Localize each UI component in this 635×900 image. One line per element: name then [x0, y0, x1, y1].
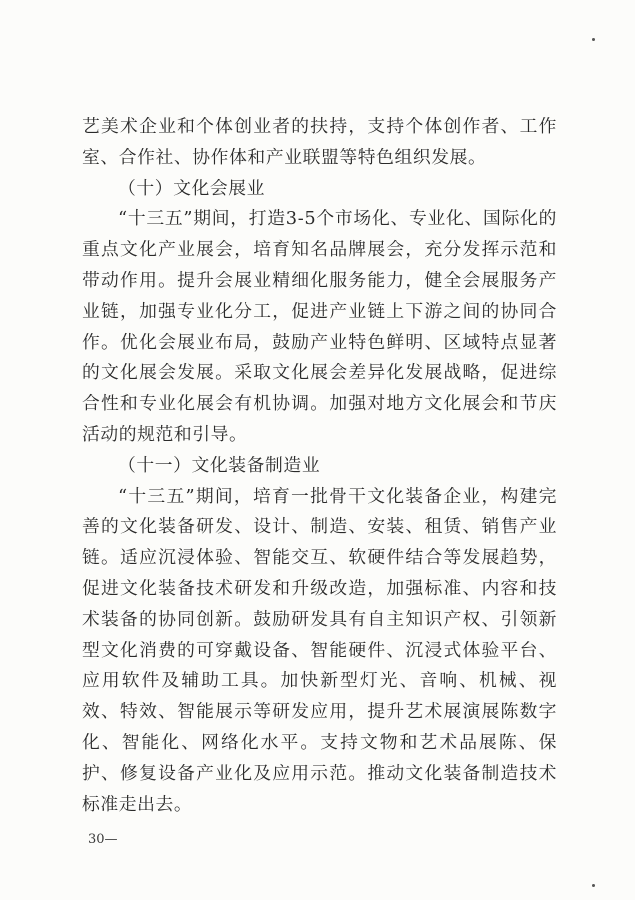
paragraph-exhibition: “十三五”期间，打造3-5个市场化、专业化、国际化的重点文化产业展会，培育知名品牌展会，充分发挥示范和带动作用。提升会展业精细化服务能力，健全会展服务产业链，加强专业化分工，促进产业链上下游之间的协同合作。优化会展业布局，鼓励产业特色鲜明、区域特点显著的文化展会发展。采取文化展会差异化发展战略，促进综合性和专业化展会有机协调。加强对地方文化展会和节庆活动的规范和引导。 [82, 208, 557, 445]
page-number: 30— [88, 832, 118, 847]
paragraph-equipment: “十三五”期间，培育一批骨干文化装备企业，构建完善的文化装备研发、设计、制造、安装、租赁、销售产业链。适应沉浸体验、智能交互、软硬件结合等发展趋势，促进文化装备技术研发和升级改造，加强标准、内容和技术装备的协同创新。鼓励研发具有自主知识产权、引领新型文化消费的可穿戴设备、智能硬件、沉浸式体验平台、应用软件及辅助工具。加快新型灯光、音响、机械、视效、特效、智能展示等研发应用，提升艺术展演展陈数字化、智能化、网络化水平。支持文物和艺术品展陈、保护、修复设备产业化及应用示范。推动文化装备制造技术标准走出去。 [82, 485, 557, 815]
section-heading-11: （十一）文化装备制造业 [118, 454, 321, 476]
section-heading-10: （十）文化会展业 [118, 177, 266, 199]
scan-speck [592, 884, 595, 887]
body-text [82, 112, 557, 820]
paragraph-continuation: 艺美术企业和个体创业者的扶持，支持个体创作者、工作室、合作社、协作体和产业联盟等特色组织发展。 [82, 116, 557, 168]
scan-speck [592, 38, 595, 41]
